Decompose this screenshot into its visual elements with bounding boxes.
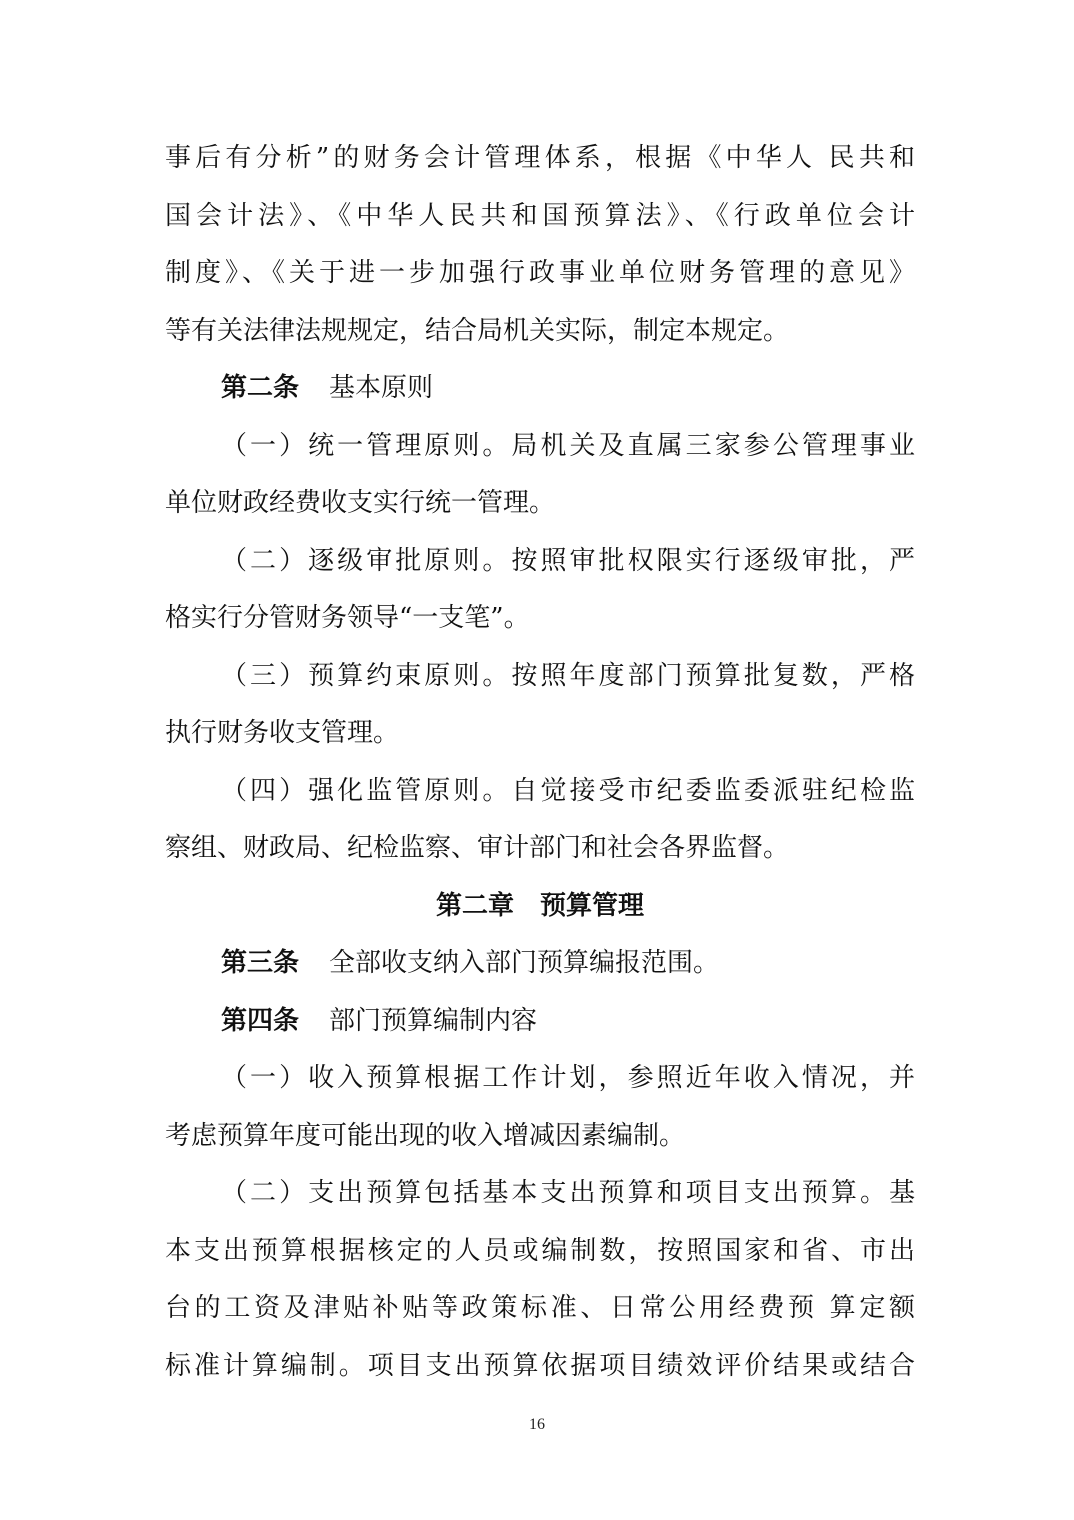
article-4-heading-line: [165, 993, 915, 1051]
chapter-2-title: 第二章 预算管理: [435, 890, 644, 921]
article-4-item-2-line-4: 标准计算编制。项目支出预算依据项目绩效评价结果或结合: [165, 1350, 915, 1381]
article-3-line: [165, 935, 915, 993]
article-2-item-3-line-2: 执行财务收支管理。: [165, 718, 400, 748]
article-2-item-1-line-1: （一）统一管理原则。局机关及直属三家参公管理事业: [221, 430, 915, 461]
continuation-line-1: 事后有分析”的财务会计管理体系，根据《中华人 民共和: [165, 143, 915, 173]
page-number: 16: [529, 1416, 545, 1433]
article-3-text: 全部收支纳入部门预算编报范围。: [329, 948, 720, 978]
article-2-item-2-line-2: 格实行分管财务领导“一支笔”。: [165, 603, 530, 633]
article-4-item-2-line-2: 本支出预算根据核定的人员或编制数，按照国家和省、市出: [165, 1235, 915, 1266]
article-4-label: 第四条: [221, 1005, 300, 1036]
article-4-item-1-line-1: （一）收入预算根据工作计划，参照近年收入情况，并: [221, 1063, 915, 1093]
article-4-item-1-line-2: 考虑预算年度可能出现的收入增减因素编制。: [165, 1120, 686, 1151]
article-4-item-2-line-3: 台的工资及津贴补贴等政策标准、日常公用经费预 算定额: [165, 1293, 915, 1323]
article-2-label: 第二条: [221, 373, 300, 403]
article-4-item-2-line-1: （二）支出预算包括基本支出预算和项目支出预算。基: [221, 1178, 915, 1208]
article-2-item-4-line-2: 察组、财政局、纪检监察、审计部门和社会各界监督。: [165, 833, 790, 863]
article-2-heading-line: [165, 360, 915, 418]
continuation-line-3: 制度》、《关于进一步加强行政事业单位财务管理的意见》: [165, 258, 915, 288]
article-4-title: 部门预算编制内容: [329, 1005, 538, 1036]
article-2-item-1-line-2: 单位财政经费收支实行统一管理。: [165, 488, 556, 518]
article-2-title: 基本原则: [329, 373, 434, 403]
continuation-line-4: 等有关法律法规规定，结合局机关实际，制定本规定。: [165, 315, 790, 346]
document-page: [165, 130, 915, 1395]
article-2-item-2-line-1: （二）逐级审批原则。按照审批权限实行逐级审批，严: [221, 545, 915, 576]
article-2-item-4-line-1: （四）强化监管原则。自觉接受市纪委监委派驻纪检监: [221, 775, 915, 806]
article-2-item-3-line-1: （三）预算约束原则。按照年度部门预算批复数，严格: [221, 660, 915, 691]
continuation-line-2: 国会计法》、《中华人民共和国预算法》、《行政单位会计: [165, 200, 915, 231]
article-3-label: 第三条: [221, 948, 300, 978]
